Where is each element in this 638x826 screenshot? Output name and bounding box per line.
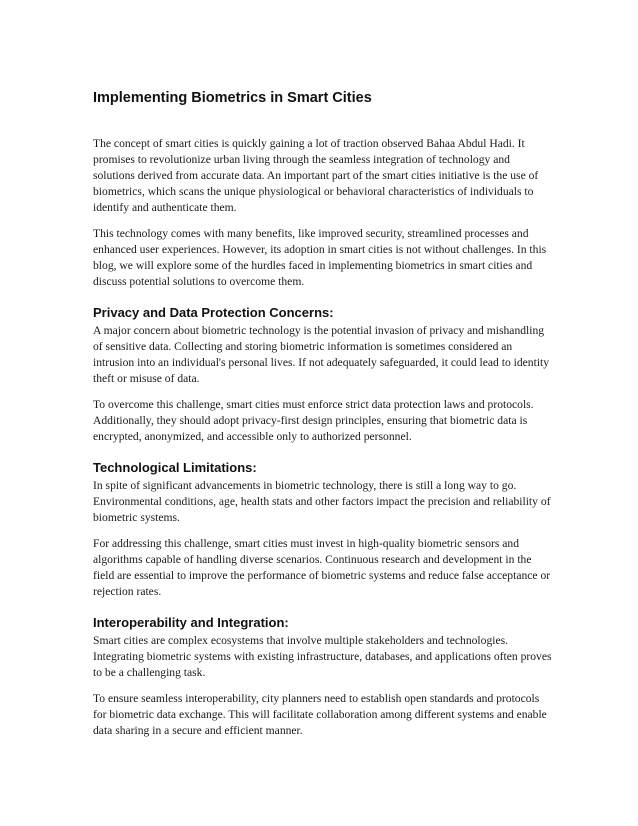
section-heading-interoperability: Interoperability and Integration: [93,615,289,630]
section-heading-technological-limitations: Technological Limitations: [93,460,257,475]
intro-paragraph-1: The concept of smart cities is quickly gaining a lot of traction observed Bahaa Abdul Hadi. It promises to revolutionize urban living through the seamless integration of technology and solutions derived from accurate data. An important part of the smart cities initiative is the use of biometrics, which scans the unique physiological or behavioral characteristics of individuals to identify and authenticate them. [93,137,539,214]
intro-section [93,136,553,290]
interoperability-paragraph-1: Smart cities are complex ecosystems that involve multiple stakeholders and technologies. Integrating biometric systems with existing infrastructure, databases, and applications often proves to be a challenging task. [93,634,552,679]
section-heading-privacy: Privacy and Data Protection Concerns: [93,305,334,320]
document-title: Implementing Biometrics in Smart Cities [93,90,372,106]
technology-paragraph-1: In spite of significant advancements in biometric technology, there is still a long way to go. Environmental conditions, age, health stats and other factors impact the precision and reliability of biometric systems. [93,479,551,524]
section-privacy [93,304,553,445]
interoperability-paragraph-2: To ensure seamless interoperability, city planners need to establish open standards and protocols for biometric data exchange. This will facilitate collaboration among different systems and enable data sharing in a secure and efficient manner. [93,692,547,737]
document-body [93,88,553,749]
intro-paragraph-2: This technology comes with many benefits, like improved security, streamlined processes and enhanced user experiences. However, its adoption in smart cities is not without challenges. In this blog, we will explore some of the hurdles faced in implementing biometrics in smart cities and discuss potential solutions to overcome them. [93,227,547,288]
section-technological-limitations [93,459,553,600]
privacy-paragraph-1: A major concern about biometric technology is the potential invasion of privacy and mishandling of sensitive data. Collecting and storing biometric information is sometimes considered an intrusion into an individual's personal lives. If not adequately safeguarded, it could lead to identity theft or misuse of data. [93,324,550,385]
privacy-paragraph-2: To overcome this challenge, smart cities must enforce strict data protection laws and protocols. Additionally, they should adopt privacy-first design principles, ensuring that biometric data is encrypted, anonymized, and accessible only to authorized personnel. [93,398,534,443]
technology-paragraph-2: For addressing this challenge, smart cities must invest in high-quality biometric sensors and algorithms capable of handling diverse scenarios. Continuous research and development in the field are essential to improve the performance of biometric systems and reduce false acceptance or rejection rates. [93,537,551,598]
section-interoperability [93,614,553,739]
